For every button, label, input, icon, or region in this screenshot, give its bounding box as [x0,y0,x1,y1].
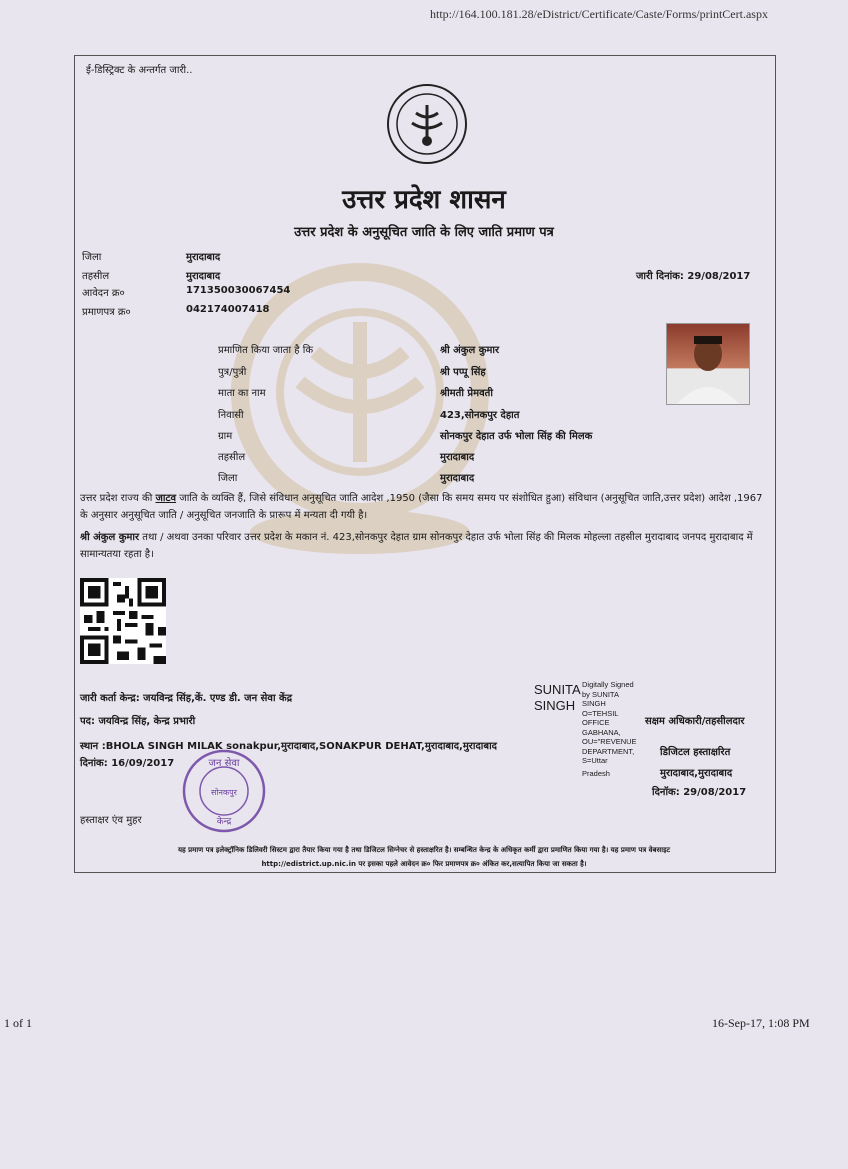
detail-value: मुरादाबाद [440,473,475,484]
authority-title: सक्षम अधिकारी/तहसीलदार [645,716,745,727]
seal-stamp [172,746,276,836]
certificate-number-label: प्रमाणपत्र क्र० [82,307,131,318]
caste-name: जाटव [155,493,177,504]
certificate-number: 042174007418 [186,304,270,315]
detail-value: श्रीमती प्रेमवती [440,388,493,399]
print-timestamp: 16-Sep-17, 1:08 PM [712,1016,810,1030]
detail-value: श्री पप्पू सिंह [440,367,486,378]
district-value: मुरादाबाद [186,252,221,263]
detail-label: पुत्र/पुत्री [218,367,247,378]
qr-code [80,578,166,664]
sig-detail: Pradesh [582,768,610,778]
issuer-date: दिनांक: 16/09/2017 [80,758,175,769]
print-url: http://164.100.181.28/eDistrict/Certificate/Caste/Forms/printCert.aspx [430,7,768,21]
sig-detail: O=TEHSIL [582,708,619,718]
authority-date: दिनॉक: 29/08/2017 [652,787,747,798]
certificate-paragraph-1 [80,490,770,524]
detail-label: माता का नाम [218,388,266,399]
stamp-top-text: जन सेवा [208,758,240,769]
issuing-center: जारी कर्ता केन्द्र: जयविन्द्र सिंह,कें. एण्ड डी. जन सेवा केंद्र [80,693,293,704]
page-count: 1 of 1 [4,1016,32,1030]
sig-detail: SINGH [582,699,606,708]
digitally-signed-text: डिजिटल हस्ताक्षरित [660,747,731,758]
sig-detail: GABHANA, [582,727,621,737]
detail-value: सोनकपुर देहात उर्फ भोला सिंह की मिलक [440,431,593,442]
sig-detail: by SUNITA [582,689,619,699]
certificate-title: उत्तर प्रदेश के अनुसूचित जाति के लिए जाति प्रमाण पत्र [294,225,554,240]
p2-text: तथा / अथवा उनका परिवार उत्तर प्रदेश के मकान नं. 423,सोनकपुर देहात ग्राम सोनकपुर देहात उर्फ भोला सिंह की मिलक मोहल्ला तहसील मुरादाबाद जनपद मुरादाबाद में सामान्यतया रहता है। [80,532,753,560]
sig-detail: OU="REVENUE [582,737,637,746]
p1-text-rest: जाति के व्यक्ति हैं, जिसे संविधान अनुसूचित जाति आदेश ,1950 (जैसा कि समय समय पर संशोधित हुआ) संविधान (अनुसूचित जाति,उत्तर प्रदेश) आदेश ,1967 के अनुसार अनुसूचित जाति / अनुसूचित जनजाति के प्रारूप में मन्यता दी गयी है। [80,493,763,521]
tehsil-label: तहसील [82,271,110,282]
application-number: 171350030067454 [186,285,291,296]
state-emblem-icon [386,83,468,165]
certificate-paragraph-2 [80,529,770,563]
signer-name-line1: SUNITA [534,682,581,697]
detail-label: ग्राम [218,431,233,442]
footer-note-1: यह प्रमाण पत्र इलेक्ट्रॉनिक डिलिवरी सिस्टम द्वारा तैयार किया गया है तथा डिजिटल सिग्नेचर से हस्ताक्षरित है। सम्बन्धित केन्द्र के अधिकृत कर्मी द्वारा प्रमाणित किया गया है। यह प्रमाण पत्र वेबसाइट [177,846,671,854]
detail-value: मुरादाबाद [440,452,475,463]
district-label: जिला [82,252,102,263]
tehsil-value: मुरादाबाद [186,271,221,282]
p2-name: श्री अंकुल कुमार [80,532,140,543]
issued-under-text: ई-डिस्ट्रिक्ट के अन्तर्गत जारी.. [86,65,193,76]
p1-text: उत्तर प्रदेश राज्य की [80,493,156,504]
footer-note-2: http://edistrict.up.nic.in पर इसका पहले आवेदन क्र० फिर प्रमाणपत्र क्र० अंकित कर,सत्यापित किया जा सकता है। [261,860,587,868]
detail-label: निवासी [218,410,244,421]
digital-signature-details [582,680,637,778]
detail-label: प्रमाणित किया जाता है कि [218,345,314,356]
government-title: उत्तर प्रदेश शासन [342,185,506,215]
issuer-post: पद: जयविन्द्र सिंह, केन्द्र प्रभारी [80,716,196,727]
digital-signer-name [534,682,581,714]
issue-date: जारी दिनांक: 29/08/2017 [636,271,751,282]
sig-detail: DEPARTMENT, [582,746,635,756]
sig-detail: S=Uttar [582,756,608,765]
detail-label: जिला [218,473,238,484]
sig-detail: Digitally Signed [582,680,634,689]
signer-name-line2: SINGH [534,698,576,713]
stamp-bottom-text: केन्द्र [216,817,232,827]
applicant-photo [666,323,750,405]
application-label: आवेदन क्र० [82,288,125,299]
detail-value: 423,सोनकपुर देहात [440,410,520,421]
sig-detail: OFFICE [582,718,610,727]
detail-label: तहसील [218,452,246,463]
authority-place: मुरादाबाद,मुरादाबाद [660,768,733,779]
stamp-middle-text: सोनकपुर [211,788,237,797]
signature-label: हस्ताक्षर एंव मुहर [80,815,142,826]
detail-value: श्री अंकुल कुमार [440,345,500,356]
issuer-place: स्थान :BHOLA SINGH MILAK sonakpur,मुरादाबाद,SONAKPUR DEHAT,मुरादाबाद,मुरादाबाद [80,741,497,752]
